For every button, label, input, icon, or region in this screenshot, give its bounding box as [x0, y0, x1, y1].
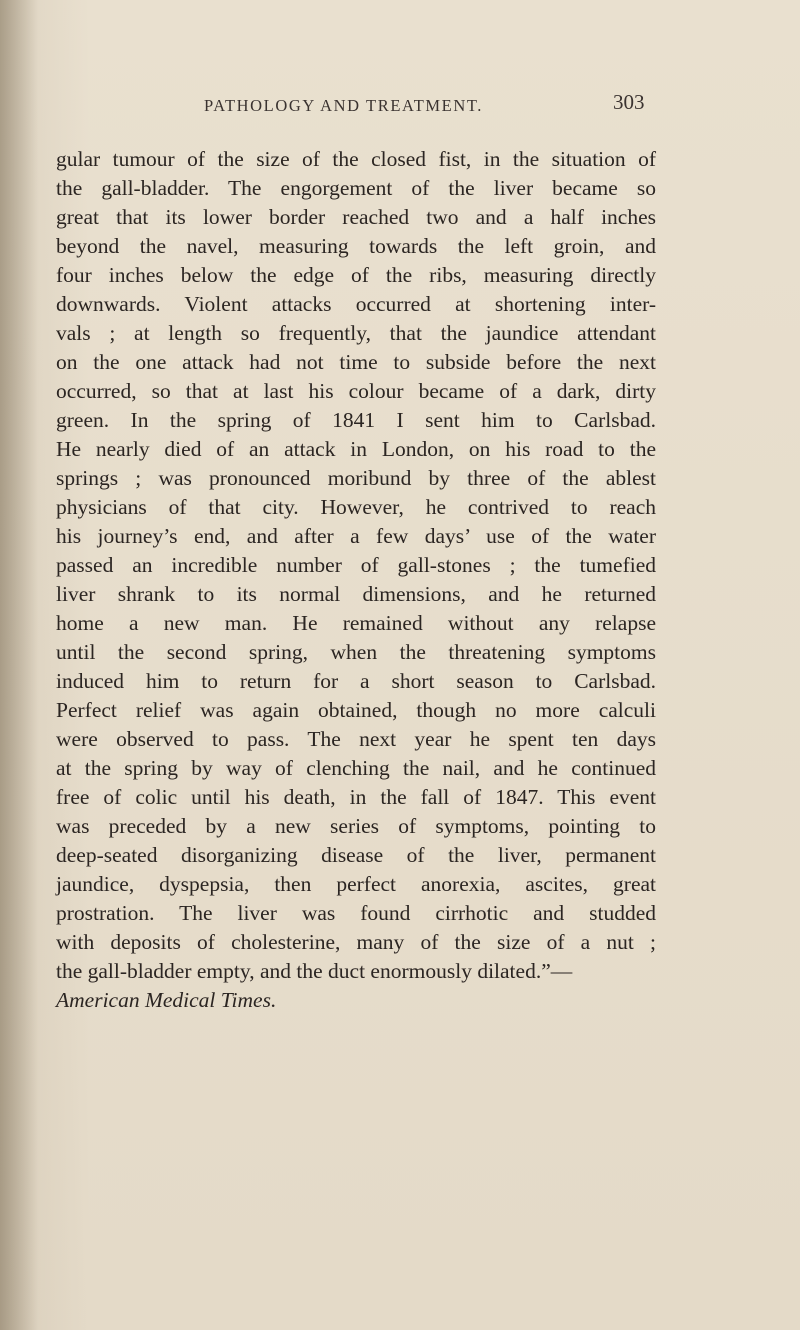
text-line: were observed to pass. The next year he spent ten days — [56, 727, 656, 751]
text-line: until the second spring, when the threatening symptoms — [56, 640, 656, 664]
text-line: his journey’s end, and after a few days’ use of the water — [56, 524, 656, 548]
text-line: occurred, so that at last his colour became of a dark, dirty — [56, 379, 656, 403]
text-line: was preceded by a new series of symptoms, pointing to — [56, 814, 656, 838]
binding-shadow — [0, 0, 38, 1330]
text-line: physicians of that city. However, he contrived to reach — [56, 495, 656, 519]
text-line: liver shrank to its normal dimensions, and he returned — [56, 582, 656, 606]
text-line: home a new man. He remained without any relapse — [56, 611, 656, 635]
text-line: jaundice, dyspepsia, then perfect anorexia, ascites, great — [56, 872, 656, 896]
text-line: gular tumour of the size of the closed fist, in the situation of — [56, 147, 656, 171]
text-line: at the spring by way of clenching the nail, and he continued — [56, 756, 656, 780]
text-line: green. In the spring of 1841 I sent him to Carlsbad. — [56, 408, 656, 432]
text-line: Perfect relief was again obtained, though no more calculi — [56, 698, 656, 722]
body-text — [56, 145, 656, 1015]
text-line: free of colic until his death, in the fall of 1847. This event — [56, 785, 656, 809]
text-line: induced him to return for a short season to Carlsbad. — [56, 669, 656, 693]
text-line: prostration. The liver was found cirrhotic and studded — [56, 901, 656, 925]
text-line: springs ; was pronounced moribund by three of the ablest — [56, 466, 656, 490]
running-head: PATHOLOGY AND TREATMENT. — [204, 96, 484, 115]
source-citation: American Medical Times. — [56, 988, 277, 1012]
text-line: the gall-bladder. The engorgement of the liver became so — [56, 176, 656, 200]
text-line: with deposits of cholesterine, many of the size of a nut ; — [56, 930, 656, 954]
text-line: great that its lower border reached two and a half inches — [56, 205, 656, 229]
text-line: vals ; at length so frequently, that the jaundice attendant — [56, 321, 656, 345]
text-line: beyond the navel, measuring towards the left groin, and — [56, 234, 656, 258]
text-line: He nearly died of an attack in London, on his road to the — [56, 437, 656, 461]
text-line: deep-seated disorganizing disease of the liver, permanent — [56, 843, 656, 867]
text-line: the gall-bladder empty, and the duct enormously dilated.”— — [56, 959, 573, 983]
text-line: passed an incredible number of gall-stones ; the tumefied — [56, 553, 656, 577]
text-line: four inches below the edge of the ribs, measuring directly — [56, 263, 656, 287]
text-line: on the one attack had not time to subside before the next — [56, 350, 656, 374]
page-number: 303 — [613, 90, 645, 114]
text-line: downwards. Violent attacks occurred at shortening inter- — [56, 292, 656, 316]
